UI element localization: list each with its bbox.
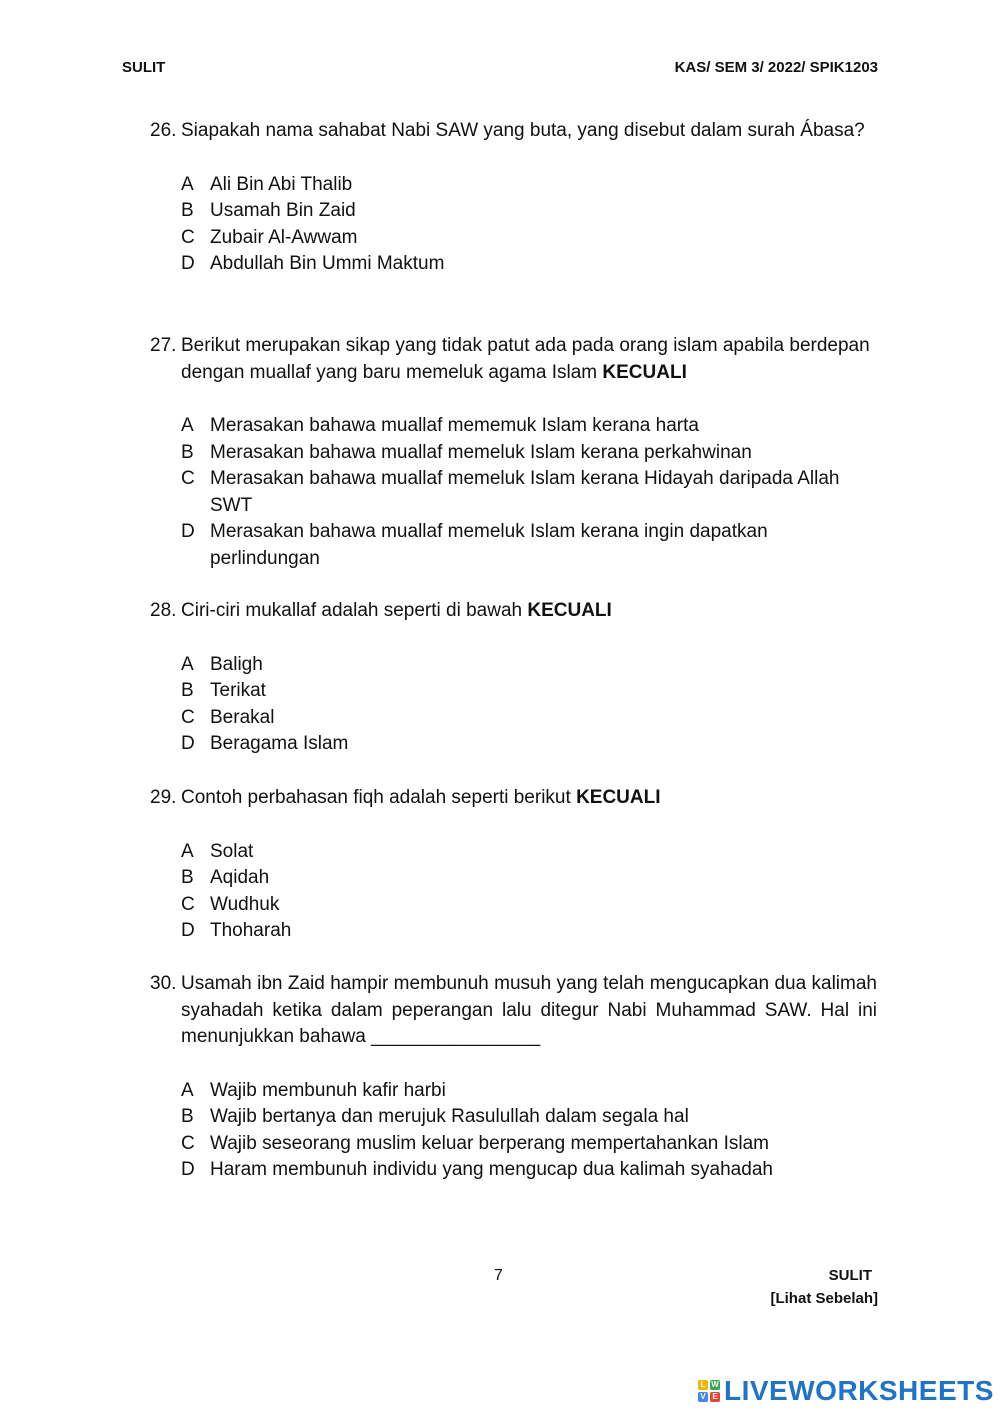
option-a[interactable]	[181, 413, 877, 440]
question-number: 27.	[150, 335, 177, 356]
question-keyword: KECUALI	[527, 600, 612, 621]
question-27	[150, 333, 877, 572]
option-letter: B	[181, 200, 194, 221]
option-b[interactable]	[181, 865, 877, 892]
option-text: Wajib bertanya dan merujuk Rasulullah dalam segala hal	[210, 1106, 689, 1127]
option-text: Merasakan bahawa muallaf memeluk Islam kerana Hidayah daripada Allah SWT	[210, 468, 840, 516]
option-text: Wudhuk	[210, 893, 280, 915]
option-letter: B	[181, 867, 194, 888]
option-a[interactable]	[181, 839, 877, 866]
option-letter: A	[181, 173, 194, 195]
option-letter: D	[181, 733, 195, 754]
option-text: Terikat	[210, 680, 266, 701]
option-letter: D	[181, 253, 195, 274]
option-text: Abdullah Bin Ummi Maktum	[210, 253, 445, 274]
option-c[interactable]	[181, 466, 877, 519]
option-letter: D	[181, 920, 195, 941]
footer-classification: SULIT	[828, 1267, 872, 1284]
option-d[interactable]	[181, 731, 877, 758]
option-letter: C	[181, 706, 195, 728]
option-list	[181, 413, 877, 572]
question-text: Contoh perbahasan fiqh adalah seperti berikut KECUALI	[181, 787, 661, 808]
question-28	[150, 598, 877, 758]
option-text: Aqidah	[210, 867, 270, 888]
option-text: Merasakan bahawa muallaf mememuk Islam kerana harta	[210, 415, 699, 436]
option-letter: D	[181, 1159, 195, 1180]
option-b[interactable]	[181, 198, 877, 225]
question-30	[150, 971, 877, 1184]
question-number: 30.	[150, 973, 177, 994]
question-keyword: KECUALI	[602, 361, 687, 383]
option-d[interactable]	[181, 1157, 877, 1184]
option-text: Wajib membunuh kafir harbi	[210, 1079, 446, 1101]
option-c[interactable]	[181, 705, 877, 732]
question-26	[150, 118, 877, 278]
option-b[interactable]	[181, 1104, 877, 1131]
question-text: Berikut merupakan sikap yang tidak patut ada pada orang islam apabila berdepan dengan muallaf yang baru memeluk agama Islam KECUALI	[181, 335, 870, 383]
option-text: Ali Bin Abi Thalib	[210, 173, 353, 195]
option-b[interactable]	[181, 440, 877, 467]
option-list	[181, 839, 877, 945]
watermark-text: LIVEWORKSHEETS	[724, 1375, 994, 1406]
logo-tile: E	[710, 1392, 720, 1402]
logo-tile: V	[698, 1392, 708, 1402]
liveworksheets-logo-icon	[698, 1380, 720, 1402]
option-b[interactable]	[181, 678, 877, 705]
option-text: Beragama Islam	[210, 733, 349, 754]
question-number: 26.	[150, 120, 177, 141]
option-text: Merasakan bahawa muallaf memeluk Islam kerana perkahwinan	[210, 441, 752, 463]
option-c[interactable]	[181, 225, 877, 252]
option-letter: B	[181, 680, 194, 701]
option-text: Merasakan bahawa muallaf memeluk Islam kerana ingin dapatkan perlindungan	[210, 521, 768, 569]
option-d[interactable]	[181, 918, 877, 945]
option-d[interactable]	[181, 519, 877, 572]
option-letter: D	[181, 521, 195, 542]
option-text: Zubair Al-Awwam	[210, 226, 358, 248]
option-letter: C	[181, 1132, 195, 1154]
footer-next-page-note: [Lihat Sebelah]	[770, 1290, 878, 1307]
option-letter: A	[181, 415, 194, 436]
option-c[interactable]	[181, 892, 877, 919]
option-letter: C	[181, 893, 195, 915]
option-letter: B	[181, 441, 194, 463]
option-letter: B	[181, 1106, 194, 1127]
option-letter: C	[181, 468, 195, 489]
option-list	[181, 172, 877, 278]
option-letter: A	[181, 653, 194, 675]
option-c[interactable]	[181, 1131, 877, 1158]
option-d[interactable]	[181, 251, 877, 278]
option-text: Thoharah	[210, 920, 292, 941]
option-text: Baligh	[210, 653, 263, 675]
option-text: Usamah Bin Zaid	[210, 200, 356, 221]
header-classification: SULIT	[122, 59, 166, 76]
option-letter: A	[181, 840, 194, 862]
option-list	[181, 1078, 877, 1184]
option-a[interactable]	[181, 1078, 877, 1105]
option-letter: A	[181, 1079, 194, 1101]
option-text: Haram membunuh individu yang mengucap dua kalimah syahadah	[210, 1159, 773, 1180]
option-list	[181, 652, 877, 758]
question-text: Usamah ibn Zaid hampir membunuh musuh yang telah mengucapkan dua kalimah syahadah ketika dalam peperangan lalu ditegur Nabi Muhammad SAW. Hal ini menunjukkan bahawa ________________	[181, 973, 877, 1047]
page-number: 7	[494, 1267, 503, 1284]
question-number: 29.	[150, 787, 177, 808]
option-text: Berakal	[210, 706, 275, 728]
header-course-code: KAS/ SEM 3/ 2022/ SPIK1203	[674, 59, 878, 76]
question-29	[150, 785, 877, 945]
logo-tile: L	[698, 1380, 708, 1390]
option-text: Wajib seseorang muslim keluar berperang mempertahankan Islam	[210, 1132, 769, 1154]
question-keyword: KECUALI	[576, 787, 661, 808]
option-text: Solat	[210, 840, 254, 862]
option-letter: C	[181, 226, 195, 248]
question-text: Ciri-ciri mukallaf adalah seperti di bawah KECUALI	[181, 600, 612, 621]
liveworksheets-watermark	[698, 1375, 994, 1407]
logo-tile: W	[711, 1380, 719, 1389]
option-a[interactable]	[181, 172, 877, 199]
question-number: 28.	[150, 600, 177, 621]
option-a[interactable]	[181, 652, 877, 679]
question-text: Siapakah nama sahabat Nabi SAW yang buta, yang disebut dalam surah Ábasa?	[181, 120, 865, 141]
